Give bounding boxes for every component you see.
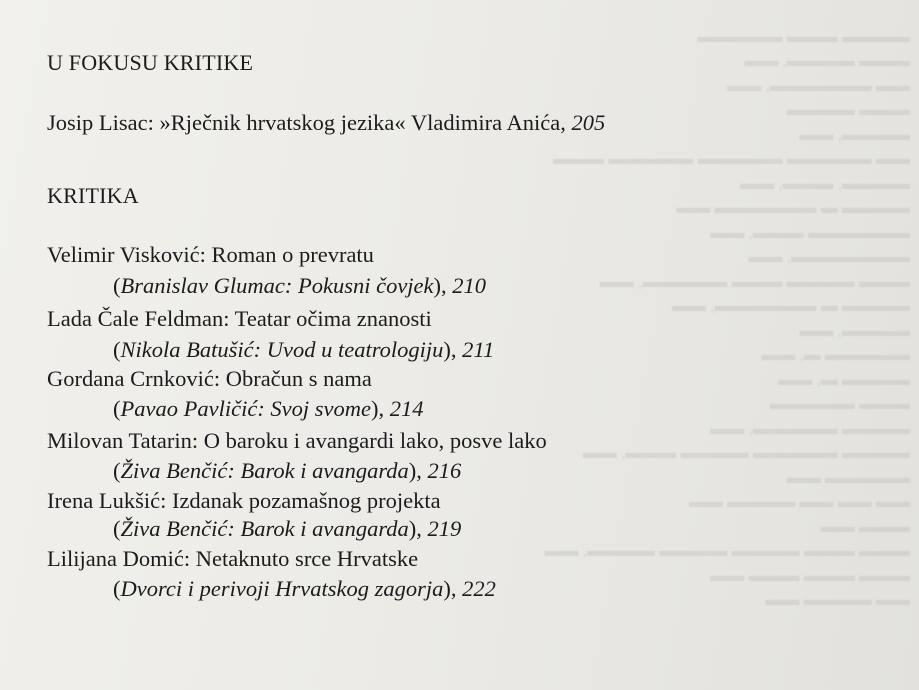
book-title: Branislav Glumac: Pokusni čovjek — [120, 273, 434, 298]
toc-entry-author-title[interactable]: Irena Lukšić: Izdanak pozamašnog projekta — [47, 488, 441, 513]
page-number: 210 — [452, 273, 487, 298]
page-number: 222 — [462, 576, 496, 601]
toc-entry-book: (Dvorci i perivoji Hrvatskog zagorja), 222 — [113, 576, 496, 601]
page-number: 214 — [389, 396, 424, 421]
page-number: 211 — [462, 337, 495, 362]
toc-entry-book: (Nikola Batušić: Uvod u teatrologiju), 211 — [113, 337, 495, 362]
toc-entry-author-title[interactable]: Velimir Visković: Roman o prevratu — [47, 242, 374, 267]
toc-entry-book: (Živa Benčić: Barok i avangarda), 219 — [113, 516, 462, 541]
page-number: 205 — [571, 110, 606, 135]
toc-entry-book: (Pavao Pavličić: Svoj svome), 214 — [113, 396, 424, 421]
toc-entry-lisac[interactable] — [47, 110, 605, 136]
section-heading-kritika: KRITIKA — [47, 183, 139, 208]
page-number: 219 — [427, 516, 462, 541]
book-title: Dvorci i perivoji Hrvatskog zagorja — [120, 576, 444, 601]
toc-entry-book: (Branislav Glumac: Pokusni čovjek), 210 — [113, 273, 487, 298]
toc-entry-author-title[interactable]: Milovan Tatarin: O baroku i avangardi lako, posve lako — [47, 428, 547, 453]
toc-entry-author-title[interactable]: Lada Čale Feldman: Teatar očima znanosti — [47, 306, 432, 331]
toc-entry-book: (Živa Benčić: Barok i avangarda), 216 — [113, 458, 462, 483]
book-title: Pavao Pavličić: Svoj svome — [120, 396, 372, 421]
toc-entry-author-title[interactable]: Gordana Crnković: Obračun s nama — [47, 366, 372, 391]
book-title: Živa Benčić: Barok i avangarda — [120, 458, 409, 483]
page-number: 216 — [427, 458, 462, 483]
section-heading-u-fokusu-kritike: U FOKUSU KRITIKE — [47, 50, 254, 75]
bleed-through-text: ▬▬▬▬ ▬▬▬ ▬▬▬▬▬ ▬▬▬ ▬▬▬▬, ▬▬ ▬▬ ▬▬▬▬▬▬, ▬▬ ▬▬▬ ▬▬▬▬ ▬▬▬▬, ▬▬ ▬▬ ▬▬▬▬▬ ▬▬▬▬▬ ▬▬▬▬▬ ▬▬▬ ▬▬▬▬, ▬▬▬, ▬▬ ▬▬▬▬ ▬ ▬▬▬▬▬▬ ▬▬ ▬▬▬▬▬▬ ▬▬▬, ▬▬ ▬▬▬▬▬▬▬, ▬▬ ▬▬▬ ▬▬▬▬ ▬▬▬ ▬▬▬▬▬, ▬▬ ▬▬▬▬ ▬ ▬▬▬▬▬▬, ▬▬ ▬▬▬▬, ▬▬ ▬▬▬▬▬ ▬, ▬▬ ▬▬▬▬ ▬, ▬▬ ▬▬▬ ▬▬▬▬▬ ▬▬▬▬ ▬▬▬▬▬, ▬▬ ▬▬▬▬ ▬▬▬▬▬ ▬▬▬▬ ▬▬▬, ▬▬ ▬▬▬▬▬ ▬▬ ▬▬ ▬▬ ▬▬ ▬▬▬▬ ▬▬ ▬▬▬ ▬▬ ▬▬▬ ▬▬▬ ▬▬▬▬ ▬▬▬▬ ▬▬▬▬, ▬▬ ▬▬▬ ▬▬▬ ▬▬▬ ▬▬ ▬▬ ▬▬▬▬ ▬▬ — [544, 26, 910, 609]
book-title: Živa Benčić: Barok i avangarda — [120, 516, 409, 541]
book-title: Nikola Batušić: Uvod u teatrologiju — [120, 337, 444, 362]
toc-entry-author-title[interactable]: Lilijana Domić: Netaknuto srce Hrvatske — [47, 546, 419, 571]
entry-text: Josip Lisac: »Rječnik hrvatskog jezika« Vladimira Anića, — [47, 110, 572, 135]
